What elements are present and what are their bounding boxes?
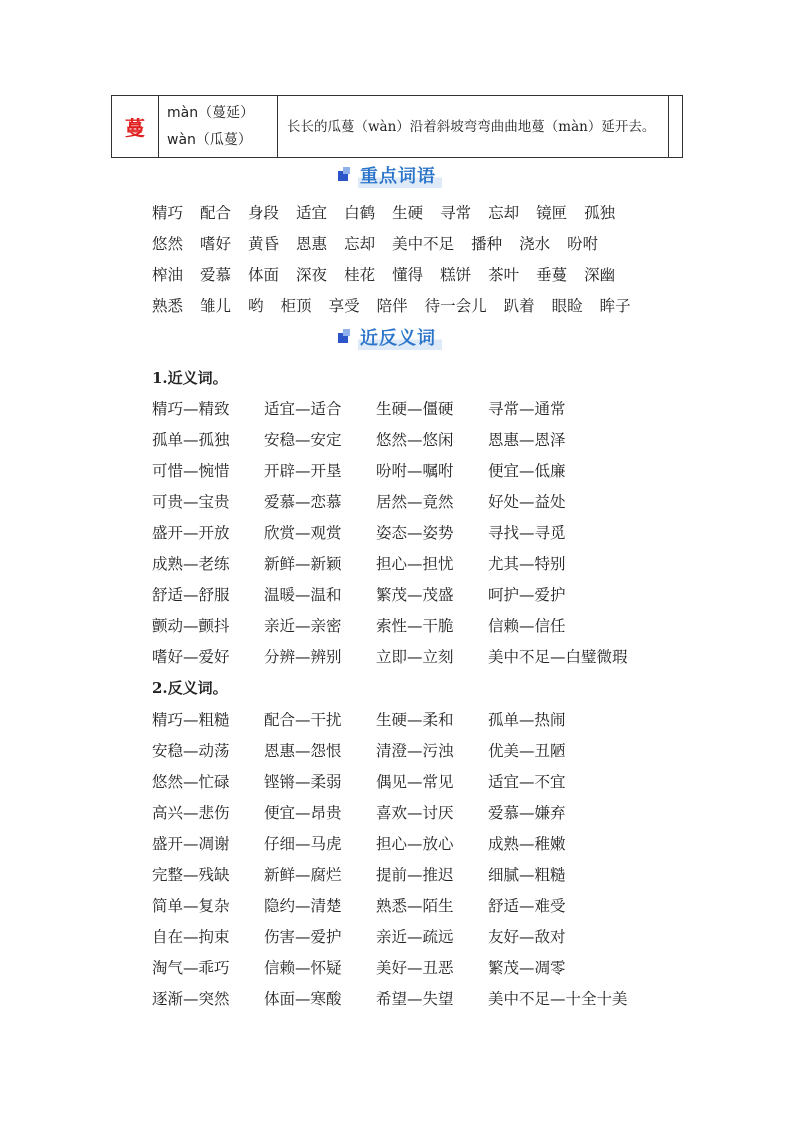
antonym-row [152, 858, 672, 889]
antonym-pair: 信赖—怀疑 [264, 958, 342, 977]
synonym-pair: 悠然—悠闲 [376, 430, 454, 449]
antonym-pair: 舒适—难受 [488, 896, 566, 915]
word-item: 吩咐 [567, 234, 599, 253]
polyphone-table [111, 95, 683, 158]
synonym-pair: 可惜—惋惜 [152, 461, 230, 480]
synonym-pair: 孤单—孤独 [152, 430, 230, 449]
antonym-pair: 美好—丑恶 [376, 958, 454, 977]
word-row [152, 289, 672, 320]
synonym-pair: 恩惠—恩泽 [488, 430, 566, 449]
antonym-pair: 精巧—粗糙 [152, 710, 230, 729]
word-item: 精巧 [152, 203, 184, 222]
blank-cell [669, 96, 683, 158]
antonym-row [152, 796, 672, 827]
antonym-pair: 担心—放心 [376, 834, 454, 853]
word-row [152, 196, 672, 227]
synonym-pair: 舒适—舒服 [152, 585, 230, 604]
word-row [152, 258, 672, 289]
antonym-pair: 伤害—爱护 [264, 927, 342, 946]
word-item: 趴着 [503, 296, 535, 315]
word-item: 茶叶 [488, 265, 520, 284]
antonym-pair: 希望—失望 [376, 989, 454, 1008]
synonym-pair: 呵护—爱护 [488, 585, 566, 604]
synonym-pair: 颤动—颤抖 [152, 616, 230, 635]
antonym-pair: 盛开—凋谢 [152, 834, 230, 853]
synonym-row [152, 423, 672, 454]
word-item: 恩惠 [296, 234, 328, 253]
antonym-row [152, 889, 672, 920]
word-item: 白鹤 [344, 203, 376, 222]
word-item: 黄昏 [248, 234, 280, 253]
synonym-pair: 信赖—信任 [488, 616, 566, 635]
synonyms-heading: 1.近义词。 [152, 369, 228, 387]
word-item: 镜匣 [536, 203, 568, 222]
antonym-pair: 便宜—昂贵 [264, 803, 342, 822]
synonym-pair: 尤其—特别 [488, 554, 566, 573]
word-item: 悠然 [152, 234, 184, 253]
word-item: 深幽 [584, 265, 616, 284]
word-item: 爱慕 [200, 265, 232, 284]
word-item: 播种 [471, 234, 503, 253]
synonym-pair: 可贵—宝贵 [152, 492, 230, 511]
square-bullet-icon [338, 329, 354, 345]
word-row [152, 227, 672, 258]
word-item: 身段 [248, 203, 280, 222]
synonym-pair: 新鲜—新颖 [264, 554, 342, 573]
synonym-pair: 美中不足—白璧微瑕 [488, 647, 628, 666]
antonym-pair: 繁茂—凋零 [488, 958, 566, 977]
antonym-pair: 隐约—清楚 [264, 896, 342, 915]
word-item: 美中不足 [392, 234, 455, 253]
antonym-pair: 熟悉—陌生 [376, 896, 454, 915]
synonym-pair: 寻常—通常 [488, 399, 566, 418]
antonym-pair: 逐渐—突然 [152, 989, 230, 1008]
synonym-pair: 开辟—开垦 [264, 461, 342, 480]
antonym-pair: 成熟—稚嫩 [488, 834, 566, 853]
antonym-pair: 恩惠—怨恨 [264, 741, 342, 760]
antonyms-list [152, 703, 672, 1013]
word-item: 忘却 [344, 234, 376, 253]
antonym-pair: 铿锵—柔弱 [264, 772, 342, 791]
section-title-key-words: 重点词语 [338, 161, 442, 189]
synonym-pair: 亲近—亲密 [264, 616, 342, 635]
synonym-row [152, 640, 672, 671]
word-item: 配合 [200, 203, 232, 222]
antonym-pair: 生硬—柔和 [376, 710, 454, 729]
synonym-pair: 吩咐—嘱咐 [376, 461, 454, 480]
synonym-pair: 索性—干脆 [376, 616, 454, 635]
antonym-pair: 友好—敌对 [488, 927, 566, 946]
synonym-pair: 嗜好—爱好 [152, 647, 230, 666]
word-item: 眸子 [599, 296, 631, 315]
antonym-pair: 淘气—乖巧 [152, 958, 230, 977]
antonym-pair: 简单—复杂 [152, 896, 230, 915]
synonym-pair: 欣赏—观赏 [264, 523, 342, 542]
synonym-pair: 居然—竟然 [376, 492, 454, 511]
synonym-pair: 安稳—安定 [264, 430, 342, 449]
word-item: 嗜好 [200, 234, 232, 253]
antonym-pair: 优美—丑陋 [488, 741, 566, 760]
word-item: 适宜 [296, 203, 328, 222]
synonym-pair: 便宜—低廉 [488, 461, 566, 480]
word-item: 柜顶 [280, 296, 312, 315]
key-words-list [152, 196, 672, 320]
synonym-pair: 温暖—温和 [264, 585, 342, 604]
example-sentence: 长长的瓜蔓（wàn）沿着斜坡弯弯曲曲地蔓（màn）延开去。 [278, 96, 669, 158]
antonym-pair: 完整—残缺 [152, 865, 230, 884]
synonym-pair: 好处—益处 [488, 492, 566, 511]
section-title-synant: 近反义词 [338, 323, 442, 351]
synonym-row [152, 547, 672, 578]
antonym-pair: 新鲜—腐烂 [264, 865, 342, 884]
word-item: 体面 [248, 265, 280, 284]
antonym-row [152, 920, 672, 951]
polyphone-char: 蔓 [112, 96, 159, 158]
word-item: 孤独 [584, 203, 616, 222]
antonym-row [152, 982, 672, 1013]
antonym-pair: 爱慕—嫌弃 [488, 803, 566, 822]
antonym-pair: 偶见—常见 [376, 772, 454, 791]
synonym-pair: 爱慕—恋慕 [264, 492, 342, 511]
synonym-pair: 寻找—寻觅 [488, 523, 566, 542]
antonym-pair: 自在—拘束 [152, 927, 230, 946]
antonym-pair: 悠然—忙碌 [152, 772, 230, 791]
antonym-row [152, 734, 672, 765]
synonym-row [152, 578, 672, 609]
synonym-pair: 精巧—精致 [152, 399, 230, 418]
word-item: 陪伴 [376, 296, 408, 315]
antonym-pair: 体面—寒酸 [264, 989, 342, 1008]
synonym-pair: 适宜—适合 [264, 399, 342, 418]
synonym-pair: 繁茂—茂盛 [376, 585, 454, 604]
word-item: 哟 [248, 296, 264, 315]
antonym-pair: 配合—干扰 [264, 710, 342, 729]
antonym-pair: 美中不足—十全十美 [488, 989, 628, 1008]
word-item: 眼睑 [551, 296, 583, 315]
synonyms-list [152, 392, 672, 671]
synonym-pair: 立即—立刻 [376, 647, 454, 666]
antonym-row [152, 827, 672, 858]
synonym-row [152, 392, 672, 423]
antonym-pair: 细腻—粗糙 [488, 865, 566, 884]
word-item: 榨油 [152, 265, 184, 284]
word-item: 浇水 [519, 234, 551, 253]
pinyin-cell [159, 96, 278, 158]
synonym-row [152, 485, 672, 516]
synonym-pair: 生硬—僵硬 [376, 399, 454, 418]
word-item: 深夜 [296, 265, 328, 284]
synonym-pair: 分辨—辨别 [264, 647, 342, 666]
pinyin-wan: wàn（瓜蔓） [167, 131, 252, 148]
synonym-row [152, 609, 672, 640]
antonym-row [152, 765, 672, 796]
synonym-pair: 成熟—老练 [152, 554, 230, 573]
antonym-row [152, 951, 672, 982]
antonyms-heading: 2.反义词。 [152, 679, 228, 697]
antonym-pair: 提前—推迟 [376, 865, 454, 884]
synonym-row [152, 516, 672, 547]
antonym-row [152, 703, 672, 734]
word-item: 寻常 [440, 203, 472, 222]
antonym-pair: 高兴—悲伤 [152, 803, 230, 822]
antonym-pair: 适宜—不宜 [488, 772, 566, 791]
word-item: 待一会儿 [424, 296, 487, 315]
antonym-pair: 孤单—热闹 [488, 710, 566, 729]
square-bullet-icon [338, 167, 354, 183]
word-item: 懂得 [392, 265, 424, 284]
word-item: 熟悉 [152, 296, 184, 315]
antonym-pair: 仔细—马虎 [264, 834, 342, 853]
synonym-row [152, 454, 672, 485]
antonym-pair: 清澄—污浊 [376, 741, 454, 760]
synonym-pair: 担心—担忧 [376, 554, 454, 573]
word-item: 桂花 [344, 265, 376, 284]
word-item: 生硬 [392, 203, 424, 222]
word-item: 享受 [328, 296, 360, 315]
word-item: 垂蔓 [536, 265, 568, 284]
synonym-pair: 盛开—开放 [152, 523, 230, 542]
pinyin-man: màn（蔓延） [167, 104, 255, 121]
antonym-pair: 亲近—疏远 [376, 927, 454, 946]
word-item: 糕饼 [440, 265, 472, 284]
word-item: 雏儿 [200, 296, 232, 315]
antonym-pair: 喜欢—讨厌 [376, 803, 454, 822]
synonym-pair: 姿态—姿势 [376, 523, 454, 542]
antonym-pair: 安稳—动荡 [152, 741, 230, 760]
word-item: 忘却 [488, 203, 520, 222]
